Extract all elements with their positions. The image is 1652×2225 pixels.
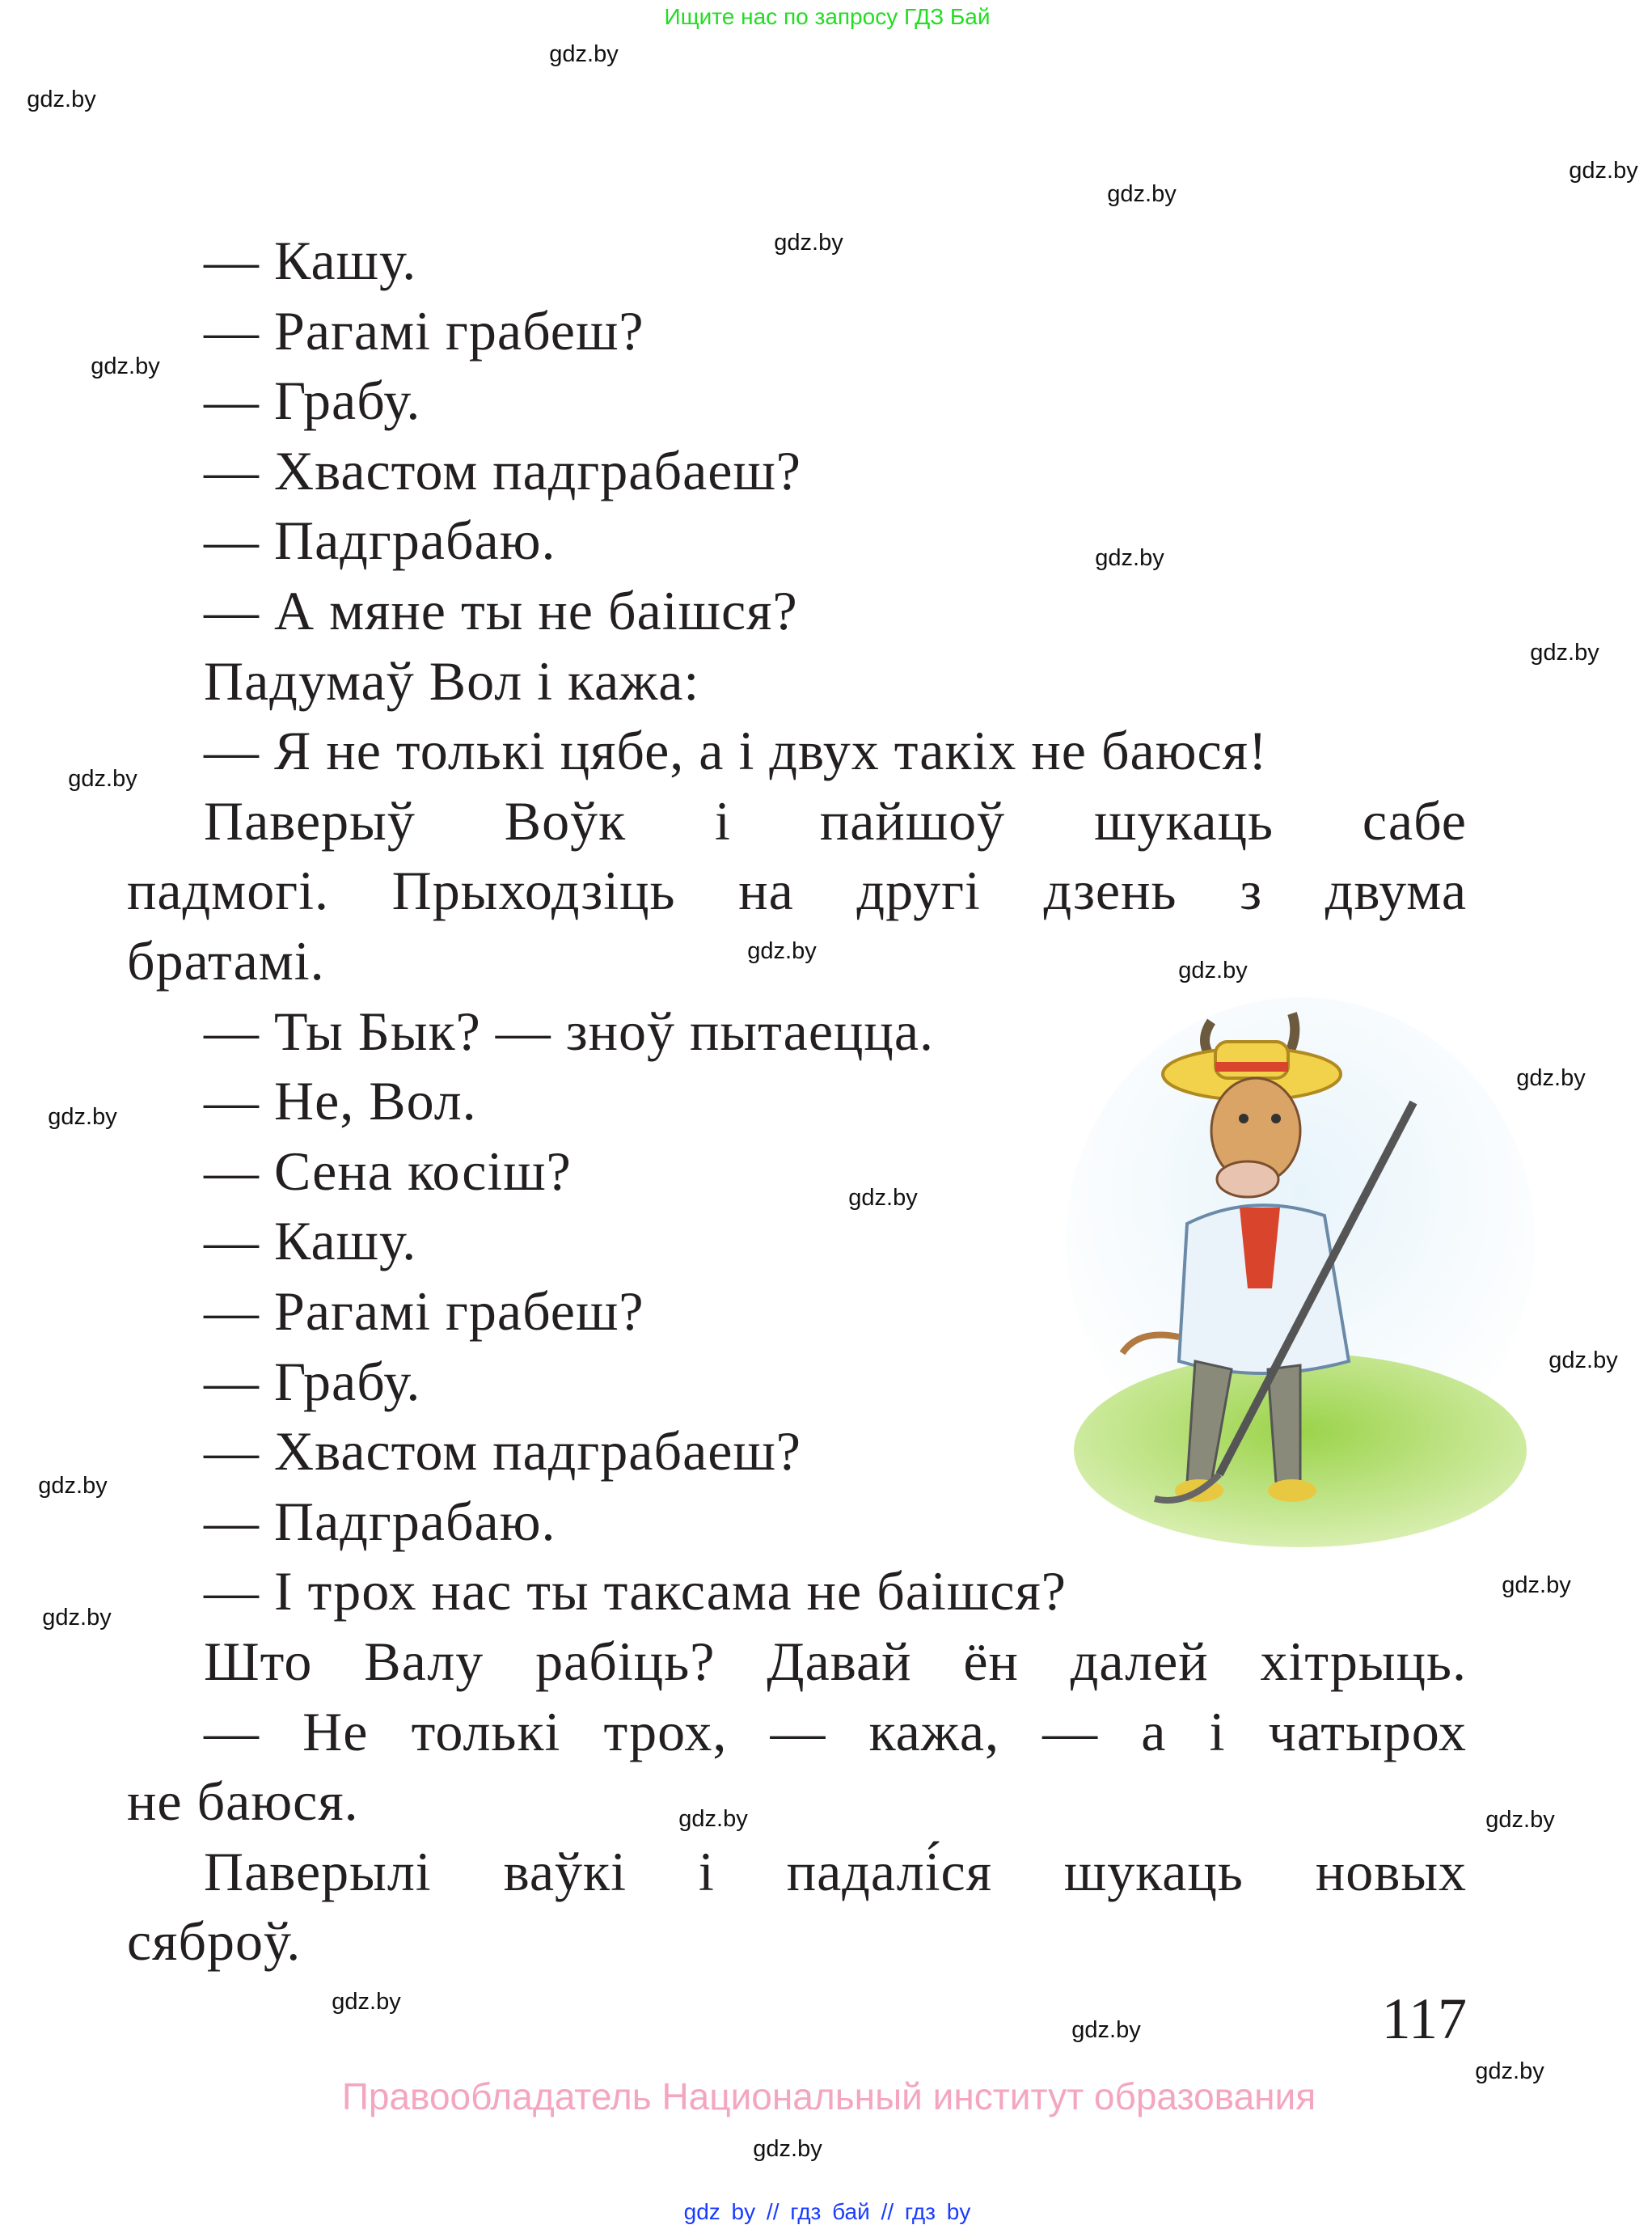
copyright-notice: Правообладатель Национальный институт образования [341, 2075, 1316, 2117]
text-line: Паверыў Воўк і пайшоў шукаць сабе [204, 789, 1467, 852]
watermark: gdz.by [549, 41, 619, 67]
watermark: gdz.by [1548, 1347, 1618, 1373]
watermark: gdz.by [68, 766, 137, 792]
text-line: Што Валу рабіць? Давай ён далей хітрыць. [204, 1631, 1467, 1692]
footer-links[interactable]: gdz by // гдз бай // гдз by [683, 2199, 971, 2224]
text-line: — Кашу. [204, 230, 417, 291]
text-line: — Хвастом падграбаеш? [204, 439, 801, 501]
text-line: — І трох нас ты таксама не баішся? [204, 1560, 1067, 1622]
text-line: — Я не толькі цябе, а і двух такіх не баюся! [204, 720, 1268, 782]
text-line: — Кашу. [204, 1210, 417, 1272]
text-line: Паверылі ваўкі і падалі́ся шукаць новых [204, 1840, 1467, 1902]
text-line: — Рагамі грабеш? [204, 299, 644, 362]
watermark: gdz.by [1516, 1065, 1586, 1091]
text-line: падмогі. Прыходзіць на другі дзень з двума [127, 860, 1467, 922]
watermark: gdz.by [42, 1605, 112, 1631]
watermark: gdz.by [1178, 958, 1248, 983]
text-line: — Хвастом падграбаеш? [204, 1420, 801, 1483]
text-line: — Грабу. [204, 1350, 421, 1412]
watermark: gdz.by [27, 87, 96, 112]
watermark: gdz.by [678, 1806, 748, 1832]
header-banner: Ищите нас по запросу ГДЗ Бай [664, 4, 991, 29]
text-line: — Падграбаю. [204, 1490, 556, 1552]
watermark: gdz.by [332, 1989, 401, 2015]
text-line: — Не толькі трох, — кажа, — а і чатырох [204, 1700, 1467, 1762]
page-number: 117 [1381, 1986, 1467, 2051]
ox-with-scythe-illustration [1058, 997, 1535, 1557]
watermark: gdz.by [38, 1473, 108, 1499]
text-line: — Падграбаю. [204, 510, 556, 572]
watermark: gdz.by [1071, 2017, 1141, 2043]
text-line: — Рагамі грабеш? [204, 1280, 644, 1342]
watermark: gdz.by [747, 938, 817, 964]
text-line: — Грабу. [204, 370, 421, 432]
text-line: братамі. [127, 930, 325, 992]
text-line: — Не, Вол. [204, 1070, 477, 1132]
watermark: gdz.by [91, 353, 160, 379]
watermark: gdz.by [1569, 158, 1638, 184]
watermark: gdz.by [753, 2136, 822, 2162]
watermark: gdz.by [1475, 2058, 1544, 2084]
text-line: — А мяне ты не баішся? [204, 580, 798, 641]
text-line: Падумаў Вол і кажа: [204, 649, 700, 712]
watermark: gdz.by [1502, 1572, 1571, 1598]
watermark: gdz.by [774, 230, 843, 256]
watermark: gdz.by [1485, 1807, 1555, 1833]
watermark: gdz.by [1107, 181, 1177, 207]
watermark: gdz.by [848, 1185, 918, 1211]
watermark: gdz.by [48, 1104, 117, 1130]
watermark: gdz.by [1095, 545, 1164, 571]
text-line: — Ты Бык? — зноў пытаецца. [204, 1000, 934, 1062]
text-line: не баюся. [127, 1770, 359, 1833]
text-line: — Сена косіш? [204, 1140, 572, 1202]
watermark: gdz.by [1530, 640, 1599, 666]
text-line: сяброў. [127, 1910, 302, 1973]
